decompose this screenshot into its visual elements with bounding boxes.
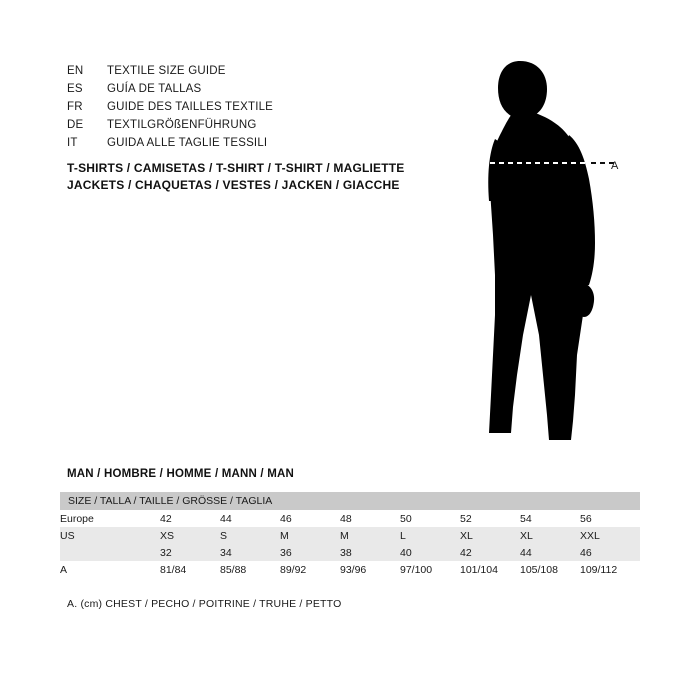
cell: 40	[400, 544, 460, 561]
table-row	[60, 561, 640, 578]
table-row	[60, 544, 640, 561]
table-row	[60, 527, 640, 544]
language-row	[67, 101, 447, 119]
cell: 101/104	[460, 561, 520, 578]
size-table	[60, 492, 640, 578]
cell: M	[280, 527, 340, 544]
cell: 89/92	[280, 561, 340, 578]
language-row	[67, 137, 447, 155]
language-code: FR	[67, 101, 83, 113]
cell: 105/108	[520, 561, 580, 578]
table-title: MAN / HOMBRE / HOMME / MANN / MAN	[67, 468, 295, 480]
cell: M	[340, 527, 400, 544]
language-text: GUÍA DE TALLAS	[107, 83, 202, 95]
language-row	[67, 83, 447, 101]
cell: 38	[340, 544, 400, 561]
table-row	[60, 510, 640, 527]
cell: L	[400, 527, 460, 544]
table-header-label: SIZE / TALLA / TAILLE / GRÖSSE / TAGLIA	[60, 492, 640, 510]
cell: 97/100	[400, 561, 460, 578]
cell: 34	[220, 544, 280, 561]
cell: XL	[460, 527, 520, 544]
cell: XS	[160, 527, 220, 544]
cell: 109/112	[580, 561, 640, 578]
language-text: GUIDE DES TAILLES TEXTILE	[107, 101, 274, 113]
language-row	[67, 65, 447, 83]
cell: 36	[280, 544, 340, 561]
cell: 44	[520, 544, 580, 561]
language-row	[67, 119, 447, 137]
language-code: ES	[67, 83, 83, 95]
cell: 54	[520, 510, 580, 527]
language-text: TEXTILGRÖßENFÜHRUNG	[107, 119, 257, 131]
category-jackets: JACKETS / CHAQUETAS / VESTES / JACKEN / GIACCHE	[67, 178, 400, 192]
cell: 56	[580, 510, 640, 527]
cell: 81/84	[160, 561, 220, 578]
footnote: A. (cm) CHEST / PECHO / POITRINE / TRUHE / PETTO	[67, 598, 342, 610]
cell: 93/96	[340, 561, 400, 578]
cell: XXL	[580, 527, 640, 544]
cell: 52	[460, 510, 520, 527]
language-code: IT	[67, 137, 78, 149]
cell: 44	[220, 510, 280, 527]
row-label: Europe	[60, 510, 160, 527]
cell: 85/88	[220, 561, 280, 578]
row-label: US	[60, 527, 160, 544]
table-header-row	[60, 492, 640, 510]
cell: 46	[280, 510, 340, 527]
language-list	[67, 65, 447, 155]
language-code: EN	[67, 65, 84, 77]
garment-categories	[67, 160, 467, 194]
language-code: DE	[67, 119, 84, 131]
row-label	[60, 544, 160, 561]
cell: 42	[460, 544, 520, 561]
cell: 48	[340, 510, 400, 527]
category-tshirts: T-SHIRTS / CAMISETAS / T-SHIRT / T-SHIRT / MAGLIETTE	[67, 161, 405, 175]
man-silhouette-icon	[465, 55, 640, 455]
cell: S	[220, 527, 280, 544]
cell: 42	[160, 510, 220, 527]
row-label: A	[60, 561, 160, 578]
cell: XL	[520, 527, 580, 544]
measurement-label-a: A	[611, 160, 619, 172]
language-text: TEXTILE SIZE GUIDE	[107, 65, 226, 77]
language-text: GUIDA ALLE TAGLIE TESSILI	[107, 137, 268, 149]
cell: 46	[580, 544, 640, 561]
cell: 50	[400, 510, 460, 527]
cell: 32	[160, 544, 220, 561]
